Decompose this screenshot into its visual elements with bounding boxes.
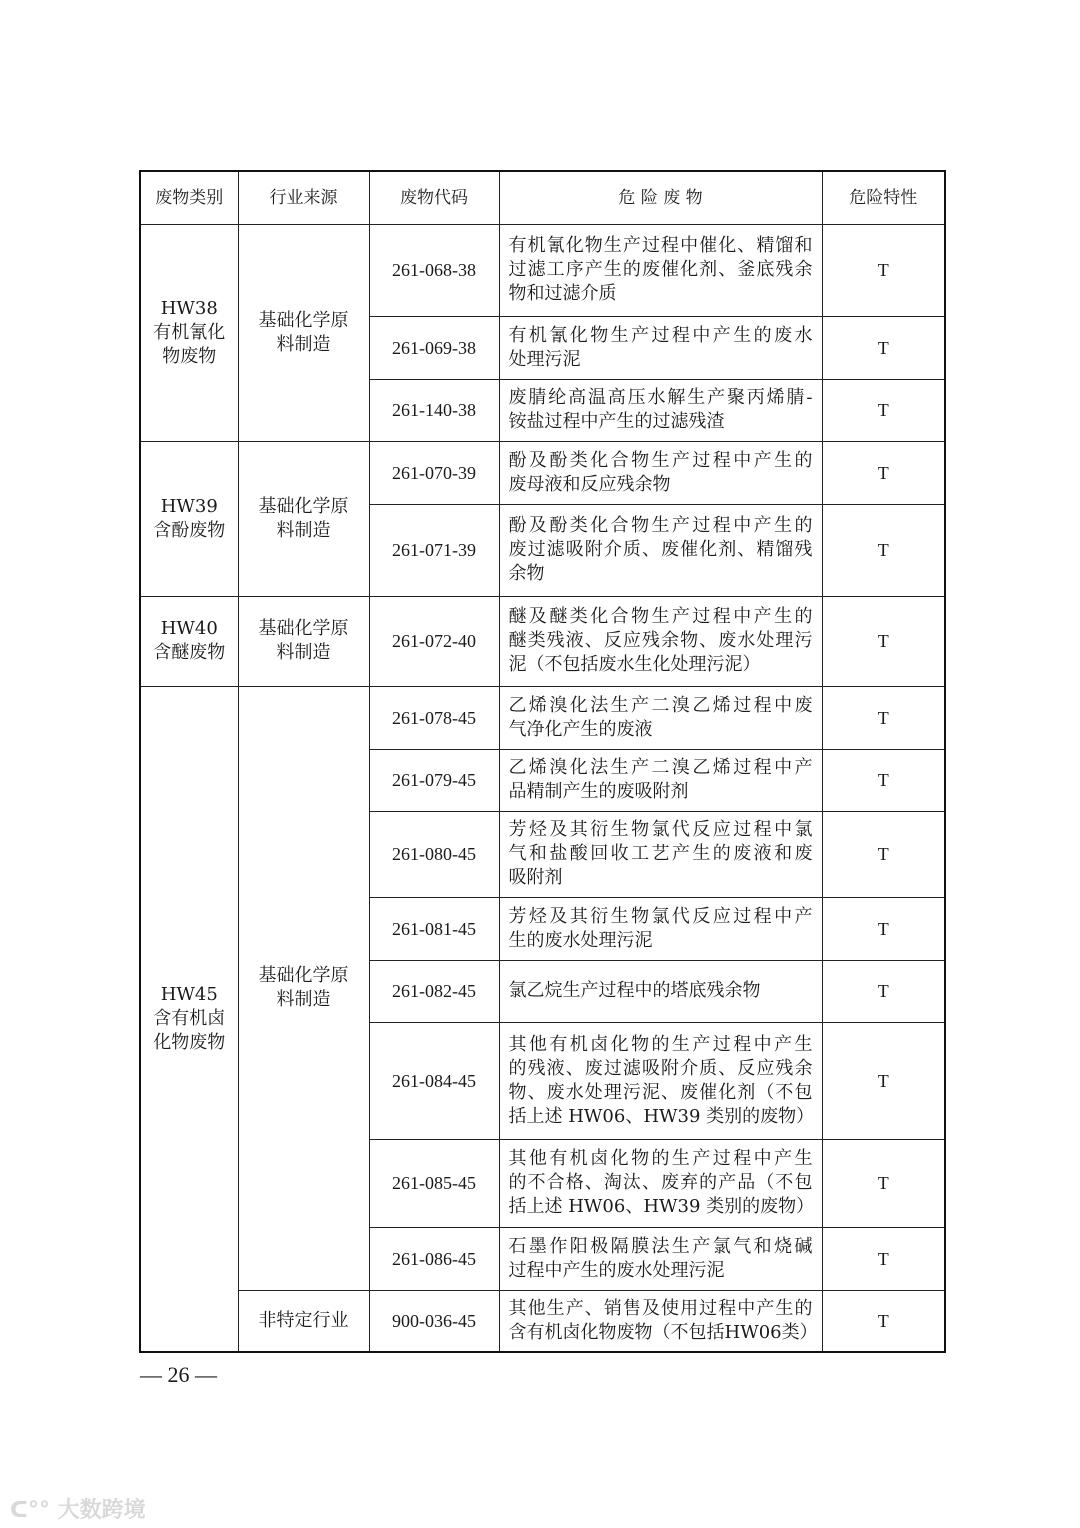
table-row: [140, 224, 945, 316]
industry-source-cell: [238, 686, 369, 1290]
hazard-property-cell: T: [822, 749, 945, 811]
text-line: 醚类残液、反应残余物、废水处理污: [508, 630, 813, 651]
text-line: 括上述 HW06、HW39 类别的废物）: [508, 1105, 815, 1127]
text-line: 基础化学原: [258, 965, 349, 986]
hazard-property-cell: T: [822, 960, 945, 1022]
text-line: HW45: [160, 983, 218, 1005]
text-line: 过程中产生的废水处理污泥: [508, 1259, 725, 1281]
header-hazardous-waste: 危 险 废 物: [499, 171, 822, 224]
industry-source-cell: [238, 596, 369, 686]
hazardous-waste-description: [499, 316, 822, 379]
waste-code-cell: 261-085-45: [369, 1139, 499, 1227]
industry-source-cell: [238, 224, 369, 441]
hazardous-waste-description: [499, 596, 822, 686]
hazardous-waste-description: [499, 379, 822, 441]
text-line: 有机氰化: [153, 321, 226, 343]
waste-code-cell: 261-079-45: [369, 749, 499, 811]
hazard-property-cell: T: [822, 1022, 945, 1139]
text-line: 废腈纶高温高压水解生产聚丙烯腈-: [508, 387, 813, 408]
text-line: 料制造: [276, 519, 331, 541]
text-line: 含有机卤: [153, 1007, 226, 1029]
text-line: 氯乙烷生产过程中的塔底残余物: [508, 980, 761, 1001]
header-industry-source: 行业来源: [238, 171, 369, 224]
text-line: 生的废水处理污泥: [508, 929, 653, 951]
text-line: 基础化学原: [258, 618, 349, 639]
waste-category-cell: [140, 686, 238, 1352]
text-line: 料制造: [276, 333, 331, 355]
waste-code-cell: 261-068-38: [369, 224, 499, 316]
waste-code-cell: 261-078-45: [369, 686, 499, 749]
table-row: [140, 686, 945, 749]
waste-code-cell: 261-069-38: [369, 316, 499, 379]
header-waste-category: 废物类别: [140, 171, 238, 224]
text-line: 芳烃及其衍生物氯代反应过程中产: [508, 905, 813, 927]
hazardous-waste-description: [499, 441, 822, 504]
waste-code-cell: 261-080-45: [369, 811, 499, 897]
industry-source-cell: [238, 1290, 369, 1352]
hazard-property-cell: T: [822, 316, 945, 379]
hazard-property-cell: T: [822, 1227, 945, 1290]
waste-code-cell: 261-072-40: [369, 596, 499, 686]
text-line: HW40: [160, 618, 218, 639]
waste-code-cell: 261-082-45: [369, 960, 499, 1022]
text-line: 基础化学原: [258, 495, 349, 517]
hazard-property-cell: T: [822, 1139, 945, 1227]
waste-code-cell: 261-070-39: [369, 441, 499, 504]
text-line: HW38: [160, 297, 218, 319]
hazard-property-cell: T: [822, 811, 945, 897]
text-line: 余物: [508, 563, 545, 584]
hazardous-waste-description: [499, 1139, 822, 1227]
text-line: 石墨作阳极隔膜法生产氯气和烧碱: [508, 1235, 813, 1257]
waste-category-cell: [140, 441, 238, 596]
text-line: 非特定行业: [258, 1309, 349, 1331]
text-line: 有机氰化物生产过程中催化、精馏和: [508, 235, 813, 256]
text-line: 料制造: [276, 642, 331, 663]
text-line: 酚及酚类化合物生产过程中产生的: [508, 449, 813, 471]
waste-code-cell: 261-140-38: [369, 379, 499, 441]
hazardous-waste-description: [499, 504, 822, 596]
hazardous-waste-description: [499, 224, 822, 316]
waste-code-cell: 261-071-39: [369, 504, 499, 596]
text-line: 过滤工序产生的废催化剂、釜底残余: [508, 259, 813, 280]
text-line: 基础化学原: [258, 309, 349, 331]
text-line: 处理污泥: [508, 348, 581, 370]
text-line: 气净化产生的废液: [508, 718, 653, 740]
hazard-property-cell: T: [822, 1290, 945, 1352]
text-line: 的不合格、淘汰、废弃的产品（不包: [508, 1172, 813, 1193]
text-line: 品精制产生的废吸附剂: [508, 781, 689, 802]
text-line: 物和过滤介质: [508, 283, 617, 304]
table-row: [140, 1290, 945, 1352]
hazard-property-cell: T: [822, 441, 945, 504]
hazard-property-cell: T: [822, 897, 945, 960]
table-row: [140, 596, 945, 686]
text-line: 含醚废物: [153, 642, 226, 663]
text-line: 吸附剂: [508, 867, 563, 888]
hazardous-waste-description: [499, 1290, 822, 1352]
text-line: 乙烯溴化法生产二溴乙烯过程中产: [508, 757, 813, 778]
text-line: 芳烃及其衍生物氯代反应过程中氯: [508, 819, 813, 840]
hazardous-waste-description: [499, 811, 822, 897]
table-header-row: [140, 171, 945, 224]
waste-code-cell: 261-084-45: [369, 1022, 499, 1139]
hazardous-waste-description: [499, 749, 822, 811]
text-line: 铵盐过程中产生的过滤残渣: [508, 411, 725, 432]
text-line: 气和盐酸回收工艺产生的废液和废: [508, 843, 813, 864]
header-waste-code: 废物代码: [369, 171, 499, 224]
hazard-property-cell: T: [822, 224, 945, 316]
text-line: 含酚废物: [153, 519, 226, 541]
waste-code-cell: 261-086-45: [369, 1227, 499, 1290]
hazardous-waste-description: [499, 686, 822, 749]
hazardous-waste-description: [499, 1227, 822, 1290]
header-hazard-property: 危险特性: [822, 171, 945, 224]
text-line: 废过滤吸附介质、废催化剂、精馏残: [508, 539, 813, 560]
text-line: 其他生产、销售及使用过程中产生的: [508, 1297, 813, 1319]
text-line: 酚及酚类化合物生产过程中产生的: [508, 515, 813, 536]
waste-category-cell: [140, 596, 238, 686]
text-line: 物废物: [162, 345, 217, 367]
hazard-property-cell: T: [822, 686, 945, 749]
hazardous-waste-description: [499, 1022, 822, 1139]
hazardous-waste-table: [139, 170, 946, 1353]
table-row: [140, 441, 945, 504]
hazardous-waste-description: [499, 960, 822, 1022]
text-line: 醚及醚类化合物生产过程中产生的: [508, 606, 813, 627]
text-line: 废母液和反应残余物: [508, 473, 671, 495]
text-line: 含有机卤化物废物（不包括HW06类）: [508, 1321, 818, 1343]
text-line: 有机氰化物生产过程中产生的废水: [508, 324, 813, 346]
page-number: — 26 —: [140, 1362, 217, 1387]
hazard-property-cell: T: [822, 504, 945, 596]
text-line: 化物废物: [153, 1031, 226, 1053]
hazard-property-cell: T: [822, 596, 945, 686]
waste-code-cell: 900-036-45: [369, 1290, 499, 1352]
text-line: 其他有机卤化物的生产过程中产生: [508, 1148, 813, 1169]
text-line: 泥（不包括废水生化处理污泥）: [508, 654, 761, 675]
industry-source-cell: [238, 441, 369, 596]
waste-category-cell: [140, 224, 238, 441]
text-line: 括上述 HW06、HW39 类别的废物）: [508, 1196, 815, 1217]
watermark-logo: ᑕ°° 大数跨境: [10, 1498, 146, 1523]
hazard-property-cell: T: [822, 379, 945, 441]
text-line: 的残液、废过滤吸附介质、反应残余: [508, 1057, 813, 1079]
text-line: 物、废水处理污泥、废催化剂（不包: [508, 1081, 813, 1103]
text-line: 其他有机卤化物的生产过程中产生: [508, 1033, 813, 1055]
waste-code-cell: 261-081-45: [369, 897, 499, 960]
text-line: 乙烯溴化法生产二溴乙烯过程中废: [508, 694, 813, 716]
text-line: HW39: [160, 495, 218, 517]
hazardous-waste-description: [499, 897, 822, 960]
text-line: 料制造: [276, 989, 331, 1010]
